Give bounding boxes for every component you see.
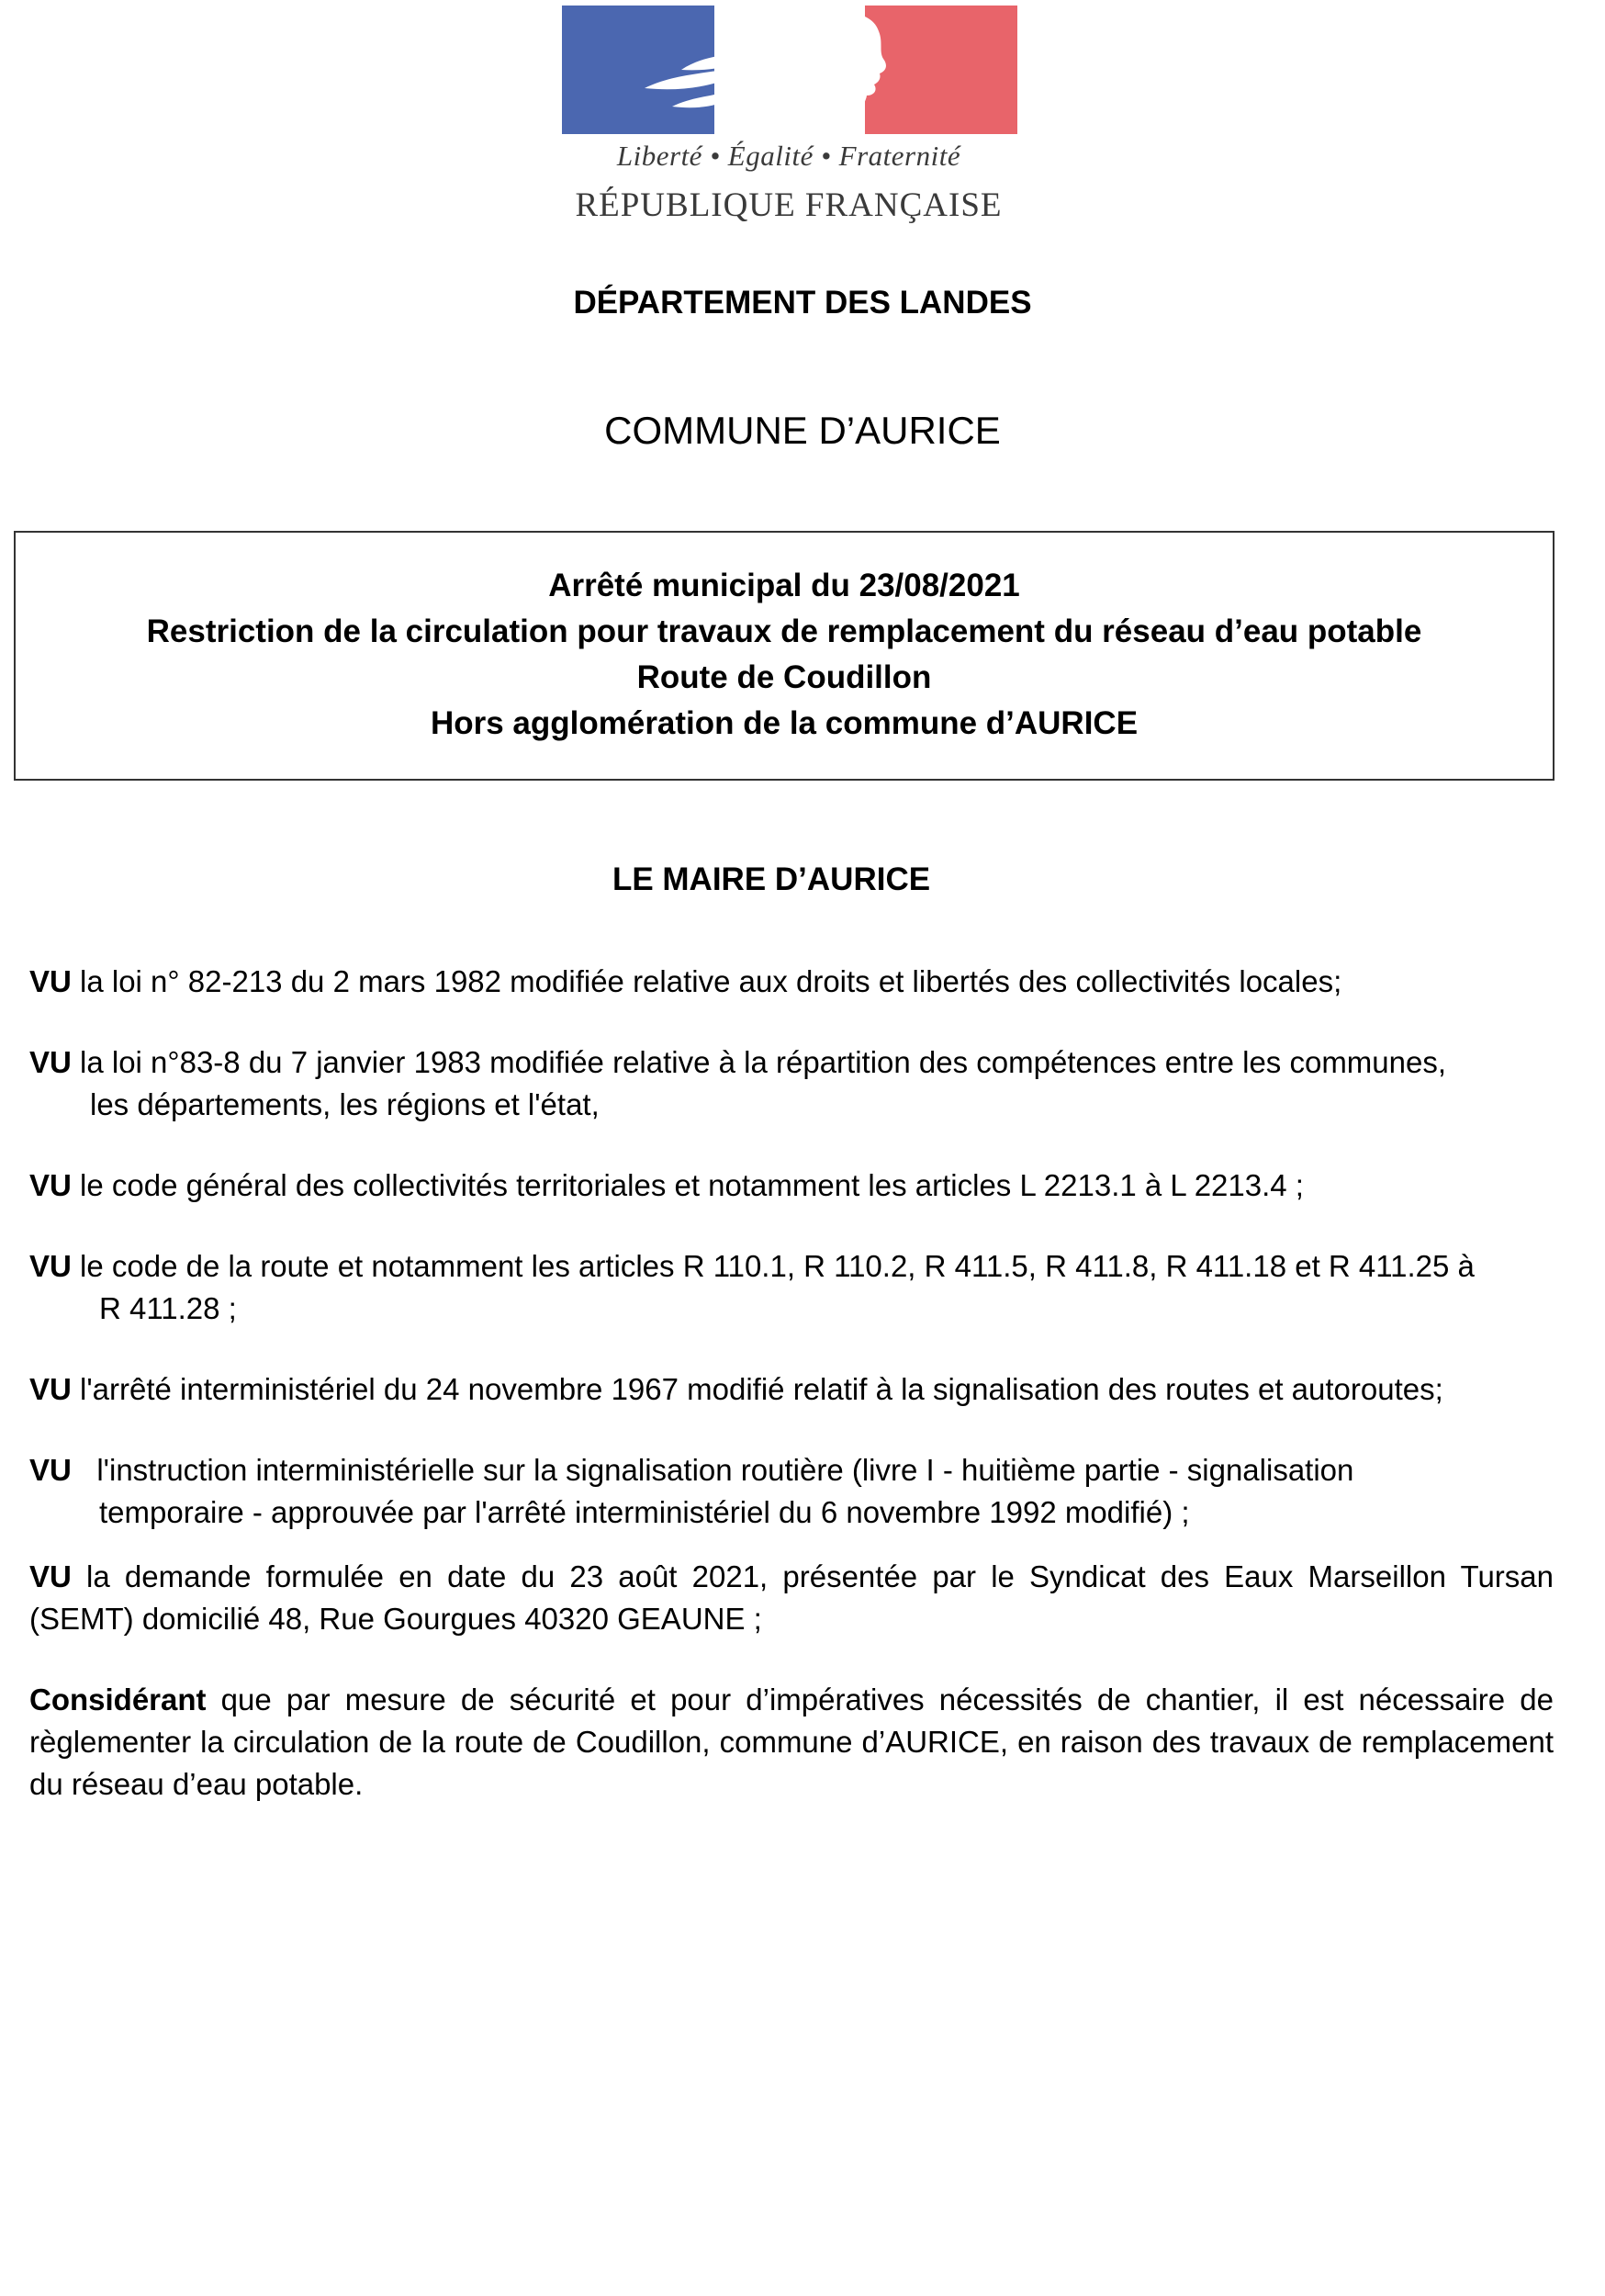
visa-item xyxy=(29,1041,1554,1126)
visa-item xyxy=(29,961,1554,1003)
visa-label: VU xyxy=(29,1168,72,1202)
decree-road: Route de Coudillon xyxy=(636,659,932,695)
decree-subject: Restriction de la circulation pour travaux de remplacement du réseau d’eau potable xyxy=(146,613,1422,649)
visa-text: le code général des collectivités territoriales et notamment les articles L 2213.1 à L 2213.4 ; xyxy=(71,1168,1304,1202)
marianne-profile-icon xyxy=(562,6,1017,134)
decree-location: Hors agglomération de la commune d’AURICE xyxy=(430,705,1139,741)
visa-text: le code de la route et notamment les articles R 110.1, R 110.2, R 411.5, R 411.8, R 411.18 et R 411.25 à xyxy=(71,1249,1475,1283)
visa-label: VU xyxy=(29,1559,72,1593)
visa-text: l'arrêté interministériel du 24 novembre 1967 modifié relatif à la signalisation des routes et autoroutes; xyxy=(71,1372,1443,1406)
authority-heading: LE MAIRE D’AURICE xyxy=(612,861,931,897)
decree-date-title: Arrêté municipal du 23/08/2021 xyxy=(548,568,1020,603)
republic-motto: Liberté • Égalité • Fraternité xyxy=(616,140,961,172)
visa-text: la demande formulée en date du 23 août 2021, présentée par le Syndicat des Eaux Marseillon Tursan (SEMT) domicilié 48, Rue Gourgues 40320 GEAUNE ; xyxy=(29,1559,1554,1636)
visa-item xyxy=(29,1165,1554,1207)
visa-continuation: temporaire - approuvée par l'arrêté interministériel du 6 novembre 1992 modifié) ; xyxy=(99,1495,1190,1529)
visa-continuation: R 411.28 ; xyxy=(99,1291,237,1325)
considerant-text: que par mesure de sécurité et pour d’impératives nécessités de chantier, il est nécessaire de règlementer la circulation de la route de Coudillon, commune d’AURICE, en raison des travaux de remplacement du réseau d’eau potable. xyxy=(29,1683,1554,1801)
visa-text: la loi n° 82-213 du 2 mars 1982 modifiée relative aux droits et libertés des collectivités locales; xyxy=(71,964,1342,998)
republique-francaise-logo xyxy=(556,6,1021,226)
visa-label: VU xyxy=(29,1372,72,1406)
visa-continuation: les départements, les régions et l'état, xyxy=(90,1087,600,1121)
visa-item xyxy=(29,1368,1554,1411)
visa-label: VU xyxy=(29,1249,72,1283)
visa-label: VU xyxy=(29,1045,72,1079)
visa-label: VU xyxy=(29,1453,72,1487)
visa-item xyxy=(29,1556,1554,1640)
considerant-label: Considérant xyxy=(29,1683,207,1716)
commune-heading: COMMUNE D’AURICE xyxy=(604,409,1001,452)
visa-item xyxy=(29,1245,1554,1330)
republic-name: RÉPUBLIQUE FRANÇAISE xyxy=(575,186,1003,224)
decree-title-box xyxy=(14,531,1554,781)
department-heading: DÉPARTEMENT DES LANDES xyxy=(573,285,1032,321)
considerant-paragraph xyxy=(29,1679,1554,1806)
marianne-flag-emblem xyxy=(562,6,1017,134)
visa-item xyxy=(29,1449,1554,1534)
visa-text: la loi n°83-8 du 7 janvier 1983 modifiée relative à la répartition des compétences entre les communes, xyxy=(71,1045,1447,1079)
visa-text: l'instruction interministérielle sur la signalisation routière (livre I - huitième partie - signalisation xyxy=(71,1453,1354,1487)
visa-label: VU xyxy=(29,964,72,998)
